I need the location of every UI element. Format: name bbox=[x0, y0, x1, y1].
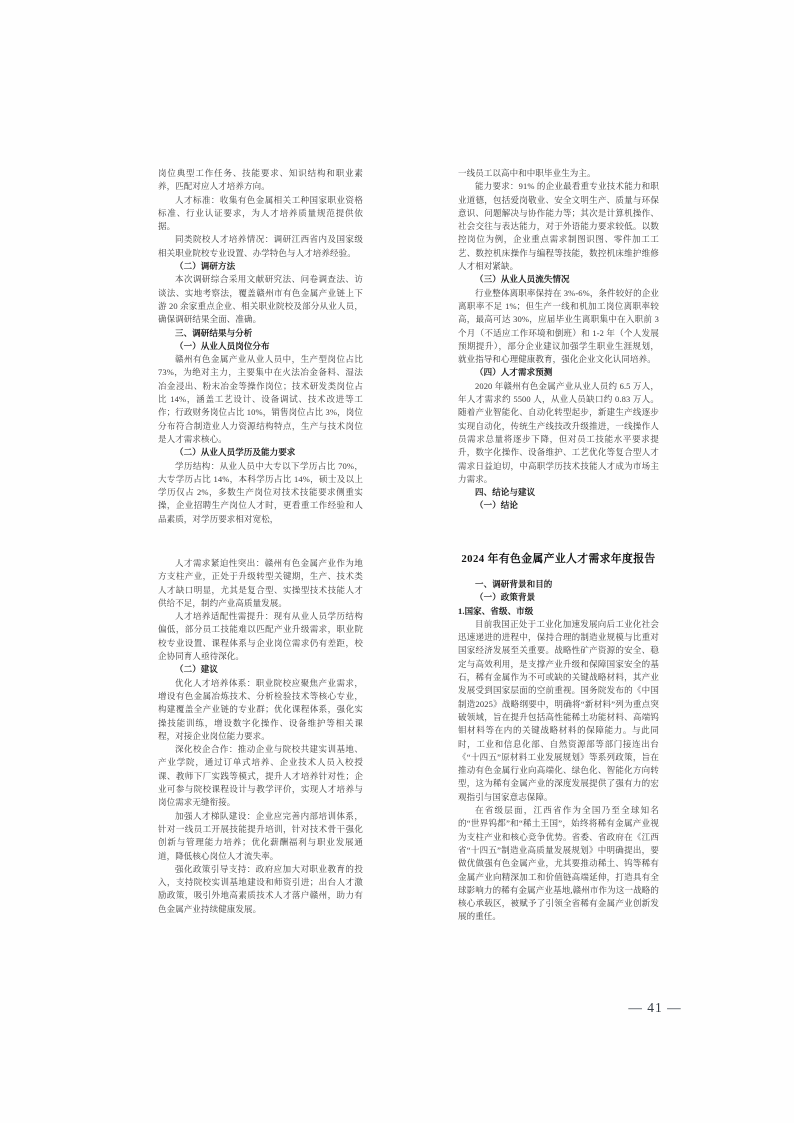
paragraph: 同类院校人才培养情况：调研江西省内及国家级相关职业院校专业设置、办学特色与人才培养经验。 bbox=[158, 234, 363, 258]
paragraph: 目前我国正处于工业化加速发展向后工业化社会迅速递进的进程中，保持合理的制造业规模与比重对国家经济发展至关重要。战略性矿产资源的安全、稳定与高效利用，是支撑产业升级和保障国家安全的基石，稀有金属作为不可或缺的关键战略材料，其产业发展受到国家层面的空前重视。国务院发布的《中国制造2025》战略纲要中，明确将“新材料”列为重点突破领域，旨在提升包括高性能稀土功能材料、高端钨钼材料等在内的关键战略材料的保障能力。与此同时，工业和信息化部、自然资源部等部门接连出台《“十四五”原材料工业发展规划》等系列政策，旨在推动有色金属行业向高端化、绿色化、智能化方向转型，这为稀有金属产业的深度发展提供了强有力的宏观指引与国家意志保障。 bbox=[458, 618, 659, 802]
section-heading: 1.国家、省级、市级 bbox=[458, 605, 534, 616]
section-heading: 三、调研结果与分析 bbox=[175, 327, 253, 338]
paragraph: 人才需求紧迫性突出：赣州有色金属产业作为地方支柱产业，正处于升级转型关键期，生产、技术类人才缺口明显，尤其是复合型、实操型技术技能人才供给不足，制约产业高质量发展。 bbox=[158, 558, 363, 608]
report-title: 2024 年有色金属产业人才需求年度报告 bbox=[461, 553, 656, 565]
section-heading: （一）结论 bbox=[475, 500, 519, 511]
paragraph: 行业整体离职率保持在 3%-6%，条件较好的企业离职率不足 1%；但生产一线和机加工岗位离职率较高，最高可达 30%，应届毕业生离职集中在入职前 3 个月（不适应工作环境和倒班）和 1-2 年（个人发展预期提升），部分企业建议加强学生职业生涯规划，就业指导和心理健康教育，强化企业文化认同培养。 bbox=[458, 287, 659, 365]
text-column-bottom-right bbox=[458, 552, 659, 924]
section-heading: 一、调研背景和目的 bbox=[475, 579, 553, 589]
paragraph: 2020 年赣州有色金属产业从业人员约 6.5 万人，年人才需求约 5500 人，从业人员缺口约 0.83 万人。随着产业智能化、自动化转型起步，新建生产线逐步实现自动化，传统生产线技改升级推进，一线操作人员需求总量将逐步下降，但对员工技能水平要求提升，数字化操作、设备维护、工艺优化等复合型人才需求日益迫切，中高职学历技术技能人才成为市场主力需求。 bbox=[458, 380, 659, 484]
section-heading: （二）建议 bbox=[175, 664, 219, 675]
section-heading: （三）从业人员流失情况 bbox=[475, 274, 570, 285]
paragraph: 人才标准：收集有色金属相关工种国家职业资格标准、行业认证要求，为人才培养质量规范提供依据。 bbox=[158, 194, 363, 232]
text-column-top-right bbox=[458, 167, 659, 513]
paragraph: 加强人才梯队建设：企业应完善内部培训体系，针对一线员工开展技能提升培训，针对技术骨干强化创新与管理能力培养；优化薪酬福利与职业发展通道，降低核心岗位人才流失率。 bbox=[158, 810, 363, 861]
paragraph: 学历结构：从业人员中大专以下学历占比 70%，大专学历占比 14%，本科学历占比 14%，硕士及以上学历仅占 2%，多数生产岗位对技术技能要求侧重实操，企业招聘生产岗位人才时，更看重工作经验和人品素质，对学历要求相对宽松， bbox=[158, 460, 363, 524]
section-heading: （二）从业人员学历及能力要求 bbox=[175, 447, 296, 458]
paragraph: 人才培养适配性需提升：现有从业人员学历结构偏低，部分员工技能难以匹配产业升级需求，职业院校专业设置、课程体系与企业岗位需求仍有差距，校企协同育人亟待深化。 bbox=[158, 611, 363, 662]
paragraph: 一线员工以高中和中职毕业生为主。 bbox=[458, 168, 596, 178]
text-column-top-left bbox=[158, 167, 363, 526]
page-number: — 41 — bbox=[628, 1000, 682, 1015]
paragraph: 在省级层面，江西省作为全国乃至全球知名的“世界钨都”和“稀土王国”，始终将稀有金属产业视为支柱产业和核心竞争优势。省委、省政府在《江西省“十四五”制造业高质量发展规划》中明确提出，要做优做强有色金属产业，尤其要推动稀土、钨等稀有金属产业向精深加工和价值链高端延伸，打造具有全球影响力的稀有金属产业基地,赣州市作为这一战略的核心承载区，被赋予了引领全省稀有金属产业创新发展的重任。 bbox=[458, 805, 659, 922]
paragraph: 深化校企合作：推动企业与院校共建实训基地、产业学院，通过订单式培养、企业技术人员入校授课、教师下厂实践等模式，提升人才培养针对性；企业可参与院校课程设计与教学评价，实现人才培养与岗位需求无缝衔接。 bbox=[158, 744, 363, 808]
section-heading: （一）从业人员岗位分布 bbox=[175, 340, 270, 351]
paragraph: 优化人才培养体系：职业院校应聚焦产业需求，增设有色金属冶炼技术、分析检验技术等核心专业，构建覆盖全产业链的专业群；优化课程体系，强化实操技能训练，增设数字化操作、设备维护等相关课程，对接企业岗位能力要求。 bbox=[158, 677, 363, 741]
section-heading: （一）政策背景 bbox=[475, 592, 536, 603]
paragraph: 能力要求：91% 的企业最看重专业技术能力和职业道德，包括爱岗敬业、安全文明生产、质量与环保意识、问题解决与协作能力等；其次是计算机操作、社会交往与表达能力，对于外语能力要求较低。以数控岗位为例，企业重点需求制图识图、零件加工工艺、数控机床操作与编程等技能，数控机床维护维修人才相对紧缺。 bbox=[458, 181, 659, 272]
paragraph: 本次调研综合采用文献研究法、问卷调查法、访谈法、实地考察法，覆盖赣州市有色金属产业链上下游 20 余家重点企业、相关职业院校及部分从业人员，确保调研结果全面、准确。 bbox=[158, 274, 363, 325]
paragraph: 赣州有色金属产业从业人员中，生产型岗位占比 73%，为绝对主力，主要集中在火法冶金备料、湿法冶金浸出、粉末冶金等操作岗位；技术研发类岗位占比 14%，涵盖工艺设计、设备调试、技术改进等工作；行政财务岗位占比 10%，销售岗位占比 3%，岗位分布符合制造业人力资源结构特点，生产与技术岗位是人才需求核心。 bbox=[158, 354, 363, 444]
section-heading: （二）调研方法 bbox=[175, 261, 236, 272]
section-heading: 四、结论与建议 bbox=[475, 487, 536, 498]
text-column-bottom-left bbox=[158, 557, 363, 916]
paragraph: 岗位典型工作任务、技能要求、知识结构和职业素养，匹配对应人才培养方向。 bbox=[158, 168, 363, 192]
paragraph: 强化政策引导支持：政府应加大对职业教育的投入，支持院校实训基地建设和师资引进；出台人才激励政策，吸引外地高素质技术人才落户赣州，助力有色金属产业持续健康发展。 bbox=[158, 863, 363, 914]
section-heading: （四）人才需求预测 bbox=[475, 367, 553, 378]
